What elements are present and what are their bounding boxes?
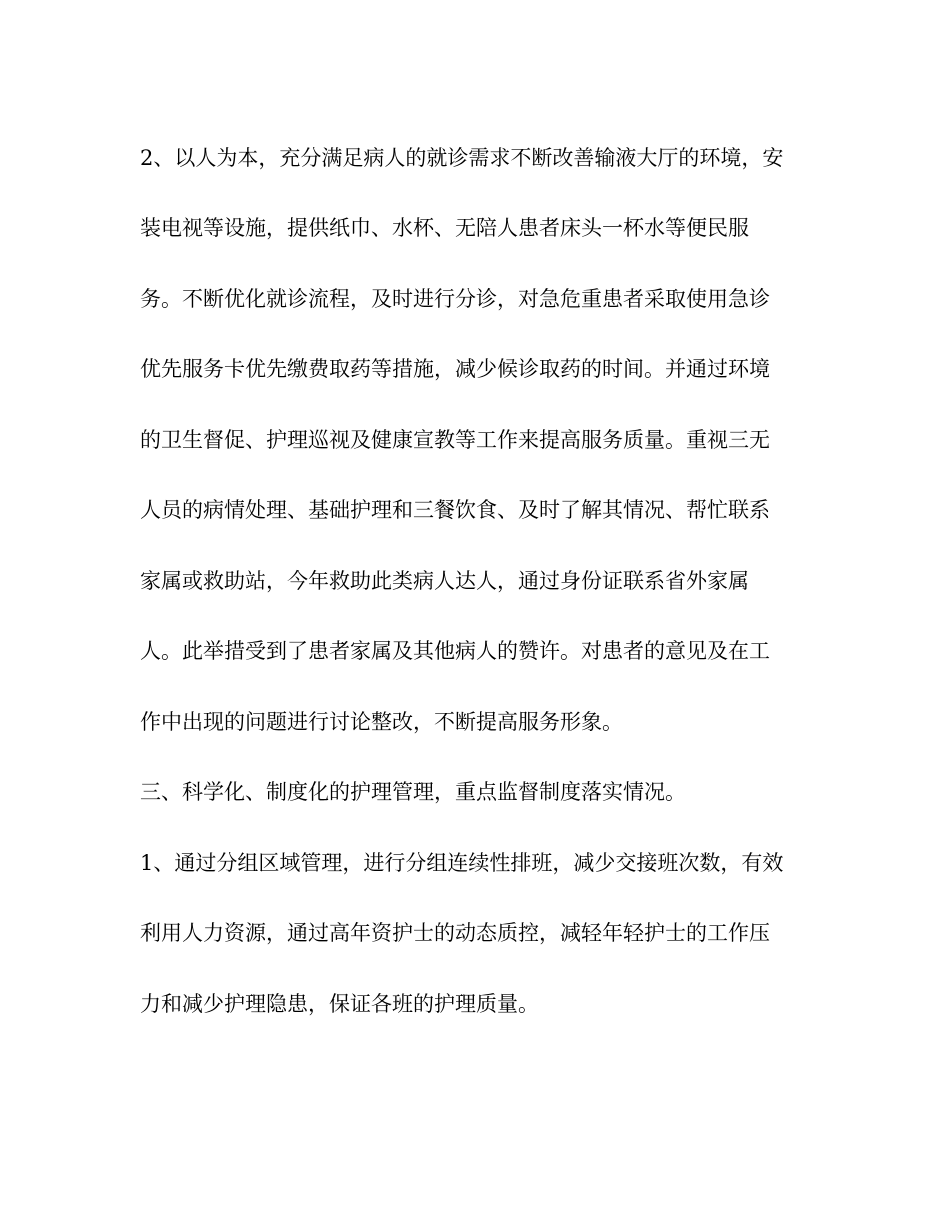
text-line: 人员的病情处理、基础护理和三餐饮食、及时了解其情况、帮忙联系 (140, 498, 770, 522)
text-line: 的卫生督促、护理巡视及健康宣教等工作来提高服务质量。重视三无 (140, 428, 770, 452)
section-heading: 三、科学化、制度化的护理管理，重点监督制度落实情况。 (140, 780, 686, 804)
text-line: 2、以人为本，充分满足病人的就诊需求不断改善输液大厅的环境，安 (140, 146, 784, 170)
text-line: 优先服务卡优先缴费取药等措施，减少候诊取药的时间。并通过环境 (140, 357, 770, 381)
text-line: 1、通过分组区域管理，进行分组连续性排班，减少交接班次数，有效 (140, 851, 784, 875)
text-line: 利用人力资源，通过高年资护士的动态质控，减轻年轻护士的工作压 (140, 921, 770, 945)
text-line: 家属或救助站，今年救助此类病人达人，通过身份证联系省外家属 (140, 569, 749, 593)
text-line: 人。此举措受到了患者家属及其他病人的赞许。对患者的意见及在工 (140, 639, 770, 663)
text-line: 装电视等设施，提供纸巾、水杯、无陪人患者床头一杯水等便民服 (140, 216, 749, 240)
text-line: 力和减少护理隐患，保证各班的护理质量。 (140, 992, 539, 1016)
text-line: 务。不断优化就诊流程，及时进行分诊，对急危重患者采取使用急诊 (140, 287, 770, 311)
text-line: 作中出现的问题进行讨论整改，不断提高服务形象。 (140, 710, 623, 734)
